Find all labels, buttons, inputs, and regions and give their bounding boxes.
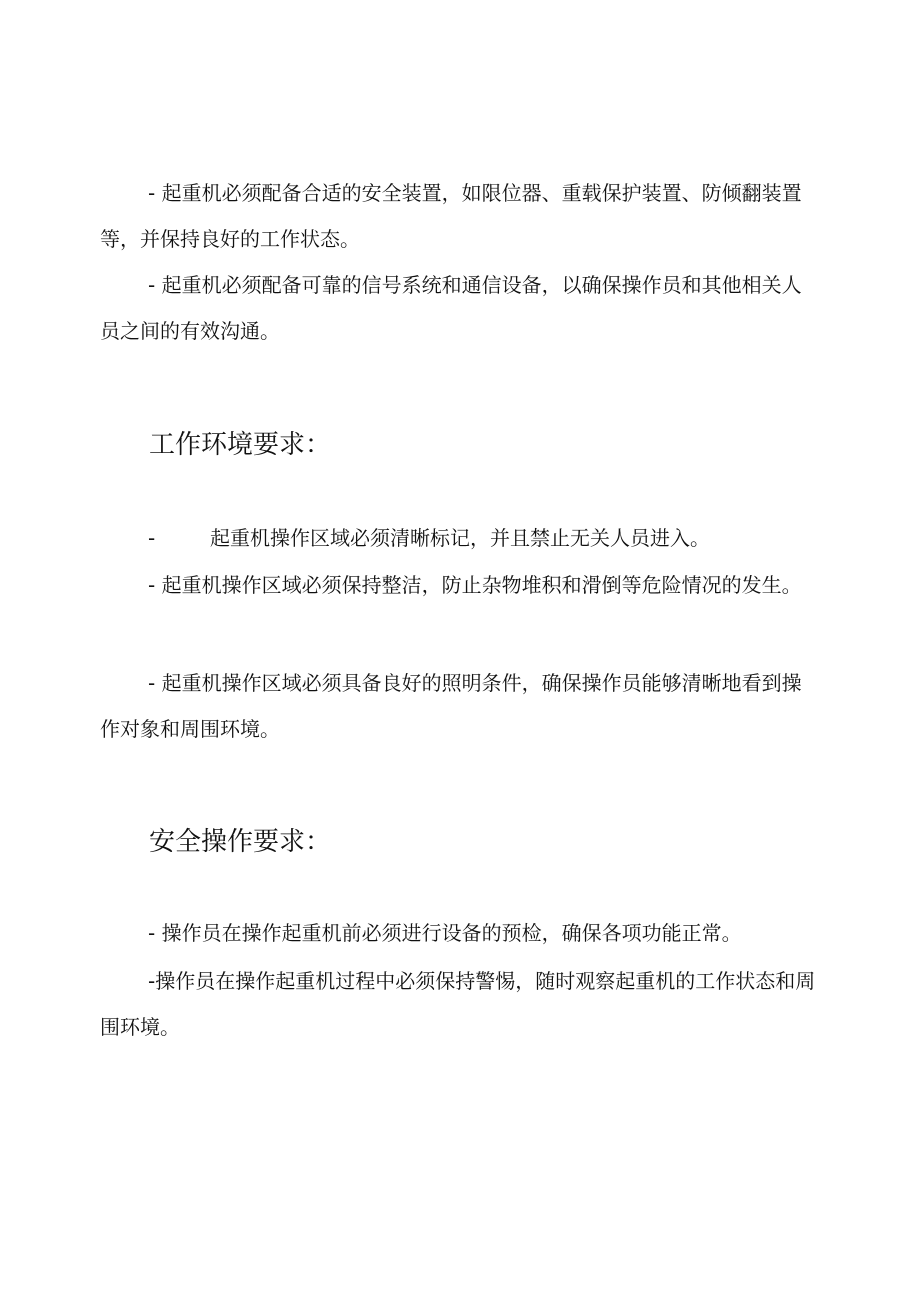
list-item: - 起重机操作区域必须具备良好的照明条件，确保操作员能够清晰地看到操作对象和周围环境。 <box>100 671 802 741</box>
list-item: -操作员在操作起重机过程中必须保持警惕，随时观察起重机的工作状态和周围环境。 <box>100 969 816 1039</box>
list-dash: - <box>148 526 156 550</box>
list-item: - 起重机操作区域必须保持整洁，防止杂物堆积和滑倒等危险情况的发生。 <box>148 573 802 597</box>
list-item <box>148 515 710 561</box>
list-item: - 操作员在操作起重机前必须进行设备的预检，确保各项功能正常。 <box>148 921 742 945</box>
section-heading-environment: 工作环境要求： <box>149 430 332 460</box>
list-item: - 起重机必须配备合适的安全装置，如限位器、重载保护装置、防倾翻装置等，并保持良好的工作状态。 <box>100 181 802 251</box>
list-item-text: 起重机操作区域必须清晰标记，并且禁止无关人员进入。 <box>210 526 710 550</box>
section-heading-operation: 安全操作要求： <box>149 827 332 857</box>
list-item: - 起重机必须配备可靠的信号系统和通信设备，以确保操作员和其他相关人员之间的有效沟通。 <box>100 273 802 343</box>
